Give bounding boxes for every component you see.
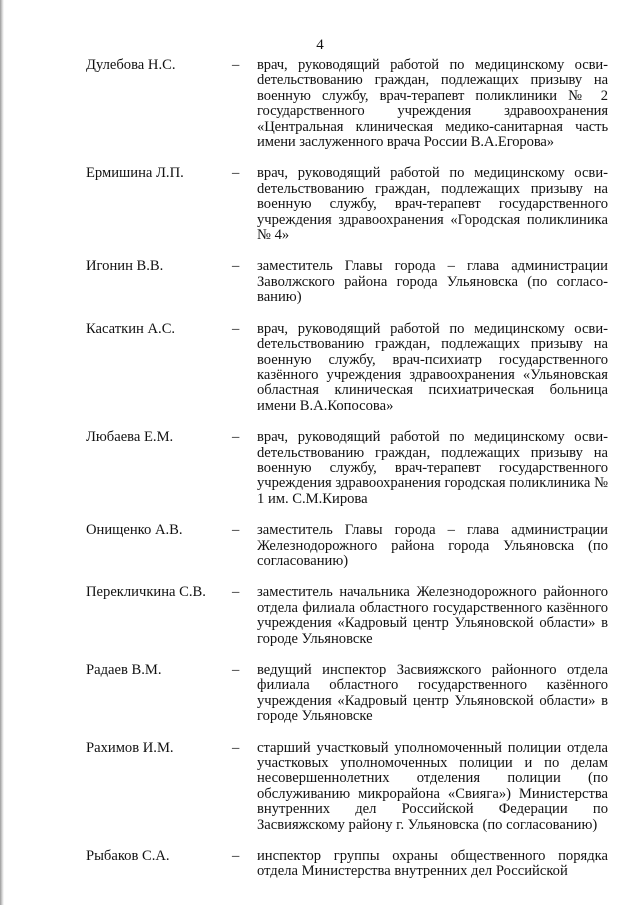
- list-item: [86, 166, 608, 243]
- member-position: заместитель начальника Железнодорожного районного отдела филиала областного государственного казённого учреждения «Кадровый центр Ульяновской области» в городе Ульяновске: [257, 584, 608, 647]
- list-item: [86, 322, 608, 414]
- member-position: врач, руководящий работой по медицинскому освиdетельствованию граждан, подлежащих призыву на военную службу, врач-терапевт государственного учреждения здравоохранения городская поликлиника № 1 им. С.М.Кирова: [257, 429, 608, 507]
- member-position: заместитель Главы города – глава администрации Заволжского района города Ульяновска (по согласованию): [257, 258, 608, 306]
- list-item: [86, 58, 608, 150]
- dash-separator: –: [232, 522, 240, 539]
- member-name: Рахимов И.М.: [86, 739, 174, 756]
- dash-separator: –: [232, 849, 240, 865]
- member-name: Перекличкина С.В.: [86, 584, 206, 601]
- member-position: врач, руководящий работой по медицинскому освиdетельствованию граждан, подлежащих призыву на военную службу, врач-терапевт поликлиники № 2 государственного учреждения здравоохранения «Центральная клиническая медико-санитарная часть имени заслуженного врача России В.А.Егорова»: [257, 57, 608, 151]
- dash-separator: –: [232, 57, 240, 73]
- list-item: [86, 430, 608, 507]
- member-name: Дулебова Н.С.: [86, 57, 176, 73]
- member-name: Онищенко А.В.: [86, 522, 183, 539]
- list-item: [86, 741, 608, 833]
- member-name: Касаткин А.С.: [86, 320, 176, 337]
- dash-separator: –: [232, 739, 240, 756]
- dash-separator: –: [232, 258, 240, 275]
- member-position: заместитель Главы города – глава администрации Железнодорожного района города Ульяновска (по согласованию): [257, 522, 608, 569]
- list-item: [86, 259, 608, 305]
- dash-separator: –: [232, 584, 240, 601]
- list-item: [86, 663, 608, 725]
- list-item: [86, 523, 608, 569]
- member-list: [86, 58, 608, 895]
- member-name: Игонин В.В.: [86, 258, 164, 275]
- member-position: врач, руководящий работой по медицинскому освиdетельствованию граждан, подлежащих призыву на военную службу, врач-терапевт государственного учреждения здравоохранения «Городская поликлиника № 4»: [257, 165, 608, 244]
- dash-separator: –: [232, 429, 240, 446]
- member-name: Рыбаков С.А.: [86, 849, 170, 865]
- dash-separator: –: [232, 320, 240, 337]
- member-name: Радаев В.М.: [86, 662, 162, 678]
- member-name: Ермишина Л.П.: [86, 165, 184, 182]
- page-number: 4: [316, 37, 324, 53]
- member-position: инспектор группы охраны общественного порядка отдела Министерства внутренних дел Российской: [257, 849, 608, 880]
- dash-separator: –: [232, 662, 240, 678]
- list-item: [86, 849, 608, 895]
- scan-page-edge: [0, 0, 4, 905]
- member-name: Любаева Е.М.: [86, 429, 174, 446]
- list-item: [86, 585, 608, 647]
- member-position: старший участковый уполномоченный полиции отдела участковых уполномоченных полиции и по делам несовершеннолетних отделения полиции (по обслуживанию микрорайона «Свияга») Министерства внутренних дел Российской Федерации по Засвияжскому району г. Ульяновска (по согласованию): [257, 739, 608, 833]
- member-position: врач, руководящий работой по медицинскому освиdетельствованию граждан, подлежащих призыву на военную службу, врач-психиатр государственного казённого учреждения здравоохранения «Ульяновская областная клиническая психиатрическая больница имени В.А.Копосова»: [257, 320, 608, 414]
- dash-separator: –: [232, 165, 240, 182]
- member-position: ведущий инспектор Засвияжского районного отдела филиала областного государственного казённого учреждения «Кадровый центр Ульяновской области» в городе Ульяновске: [257, 662, 608, 725]
